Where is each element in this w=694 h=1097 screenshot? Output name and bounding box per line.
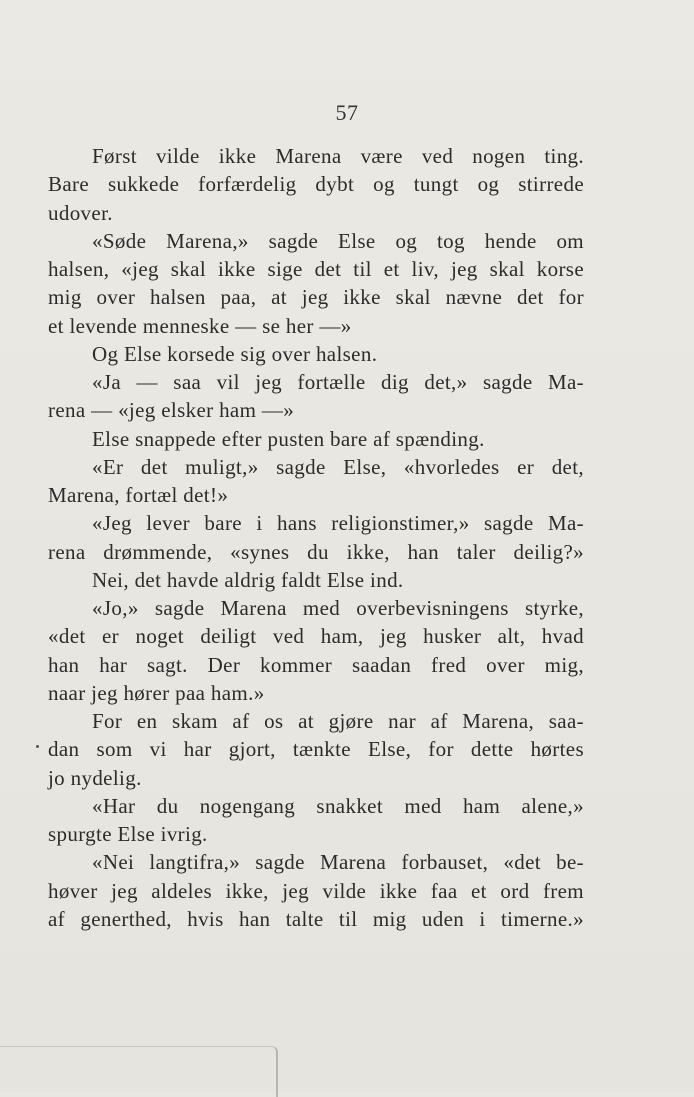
text-line: «Nei langtifra,» sagde Marena forbauset, «det be- (92, 850, 584, 875)
text-line: jo nydelig. (48, 765, 142, 790)
text-line: høver jeg aldeles ikke, jeg vilde ikke faa et ord frem (48, 878, 584, 903)
text-line: spurgte Else ivrig. (48, 822, 208, 846)
text-line: For en skam af os at gjøre nar af Marena, saa- (92, 709, 584, 733)
text-line: Else snappede efter pusten bare af spænding. (92, 426, 485, 451)
text-line: Og Else korsede sig over halsen. (92, 341, 378, 366)
text-line: Først vilde ikke Marena være ved nogen ting. (92, 144, 584, 168)
text-line: halsen, «jeg skal ikke sige det til et liv, jeg skal korse (48, 257, 584, 281)
margin-speck (36, 745, 39, 748)
text-line: «Søde Marena,» sagde Else og tog hende om (92, 228, 584, 253)
text-line: han har sagt. Der kommer saadan fred over mig, (48, 652, 584, 677)
text-line: «Er det muligt,» sagde Else, «hvorledes er det, (92, 454, 584, 479)
text-line: Bare sukkede forfærdelig dybt og tungt og stirrede (48, 172, 584, 197)
text-line: «Ja — saa vil jeg fortælle dig det,» sagde Ma- (92, 370, 584, 394)
text-line: naar jeg hører paa ham.» (48, 680, 265, 705)
text-line: af generthed, hvis han talte til mig uden i timerne.» (48, 906, 584, 931)
text-line: udover. (48, 200, 113, 225)
text-line: mig over halsen paa, at jeg ikke skal nævne det for (48, 285, 584, 310)
page-number: 57 (335, 100, 359, 125)
text-line: «Har du nogengang snakket med ham alene,» (92, 793, 584, 818)
text-line: rena drømmende, «synes du ikke, han taler deilig?» (48, 539, 584, 564)
body-text (48, 142, 584, 933)
text-line: Nei, det havde aldrig faldt Else ind. (92, 567, 404, 592)
text-line: rena — «jeg elsker ham —» (48, 398, 295, 423)
text-line: «Jeg lever bare i hans religionstimer,» sagde Ma- (92, 511, 584, 536)
page-edge-mark (0, 1046, 278, 1097)
text-line: dan som vi har gjort, tænkte Else, for dette hørtes (48, 737, 584, 762)
text-line: «Jo,» sagde Marena med overbevisningens styrke, (92, 596, 584, 620)
text-line: «det er noget deiligt ved ham, jeg husker alt, hvad (48, 624, 584, 649)
text-line: et levende menneske — se her —» (48, 313, 352, 338)
text-line: Marena, fortæl det!» (48, 483, 229, 507)
